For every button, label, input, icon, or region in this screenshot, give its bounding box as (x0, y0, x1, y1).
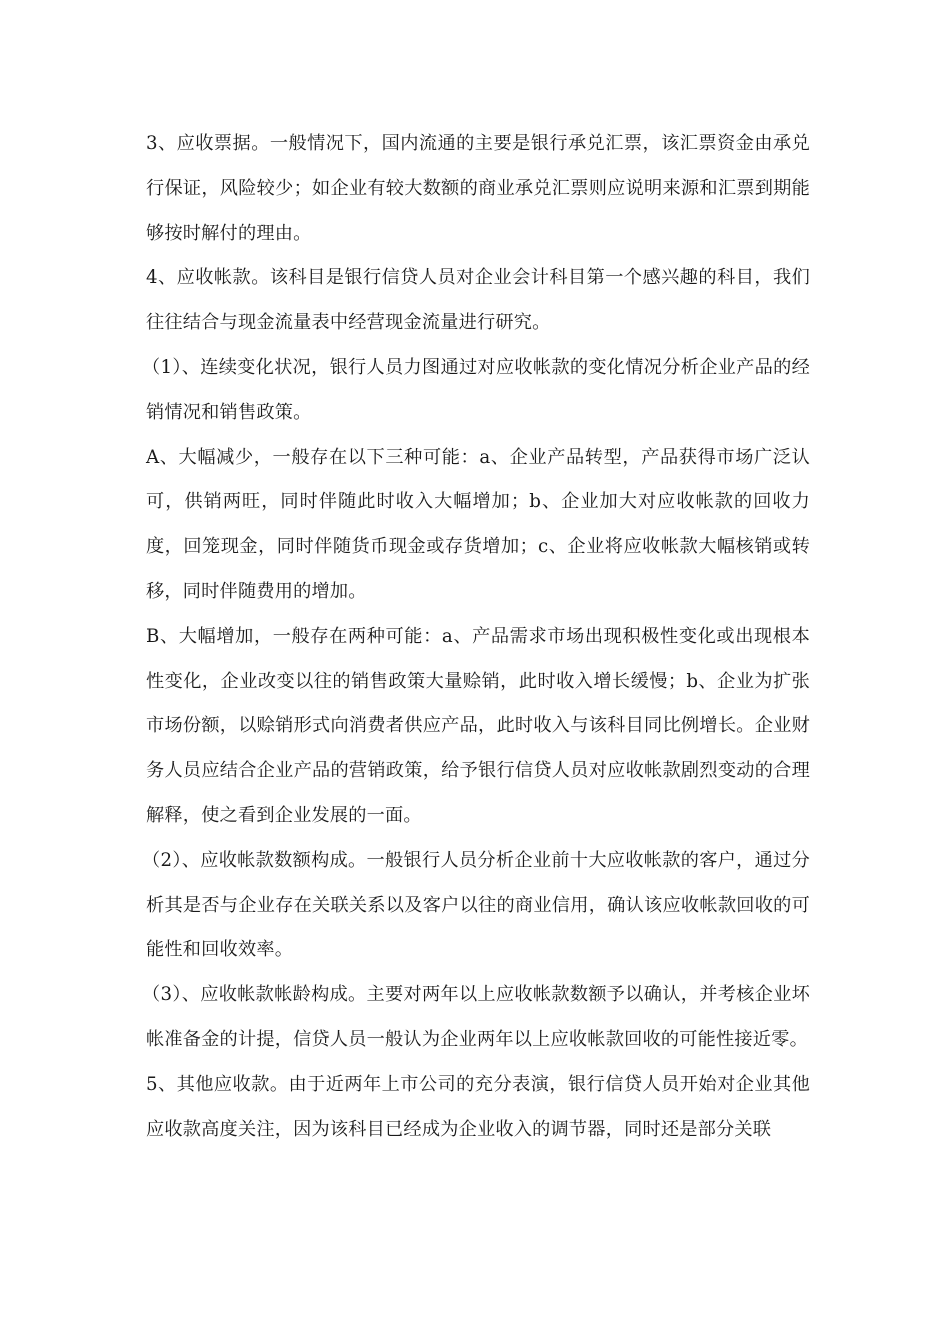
paragraph-accounts-receivable: 4、应收帐款。该科目是银行信贷人员对企业会计科目第一个感兴趣的科目，我们往往结合与现金流量表中经营现金流量进行研究。 (146, 267, 810, 334)
paragraph-sharp-decrease: A、大幅减少，一般存在以下三种可能：a、企业产品转型，产品获得市场广泛认可，供销两旺，同时伴随此时收入大幅增加；b、企业加大对应收帐款的回收力度，回笼现金，同时伴随货币现金或存货增加；c、企业将应收帐款大幅核销或转移，同时伴随费用的增加。 (146, 446, 810, 602)
paragraph-notes-receivable: 3、应收票据。一般情况下，国内流通的主要是银行承兑汇票，该汇票资金由承兑行保证，风险较少；如企业有较大数额的商业承兑汇票则应说明来源和汇票到期能够按时解付的理由。 (146, 133, 810, 244)
paragraph-amount-composition: （2）、应收帐款数额构成。一般银行人员分析企业前十大应收帐款的客户，通过分析其是否与企业存在关联关系以及客户以往的商业信用，确认该应收帐款回收的可能性和回收效率。 (142, 849, 810, 961)
paragraph-other-receivables: 5、其他应收款。由于近两年上市公司的充分表演，银行信贷人员开始对企业其他应收款高度关注，因为该科目已经成为企业收入的调节器，同时还是部分关联 (146, 1073, 810, 1140)
paragraph-sharp-increase: B、大幅增加，一般存在两种可能：a、产品需求市场出现积极性变化或出现根本性变化，企业改变以往的销售政策大量赊销，此时收入增长缓慢；b、企业为扩张市场份额，以赊销形式向消费者供应产品，此时收入与该科目同比例增长。企业财务人员应结合企业产品的营销政策，给予银行信贷人员对应收帐款剧烈变动的合理解释，使之看到企业发展的一面。 (146, 625, 810, 826)
paragraph-continuous-change: （1）、连续变化状况，银行人员力图通过对应收帐款的变化情况分析企业产品的经销情况和销售政策。 (142, 356, 810, 423)
document-body (142, 122, 810, 1152)
paragraph-aging-composition: （3）、应收帐款帐龄构成。主要对两年以上应收帐款数额予以确认，并考核企业坏帐准备金的计提，信贷人员一般认为企业两年以上应收帐款回收的可能性接近零。 (142, 984, 810, 1050)
